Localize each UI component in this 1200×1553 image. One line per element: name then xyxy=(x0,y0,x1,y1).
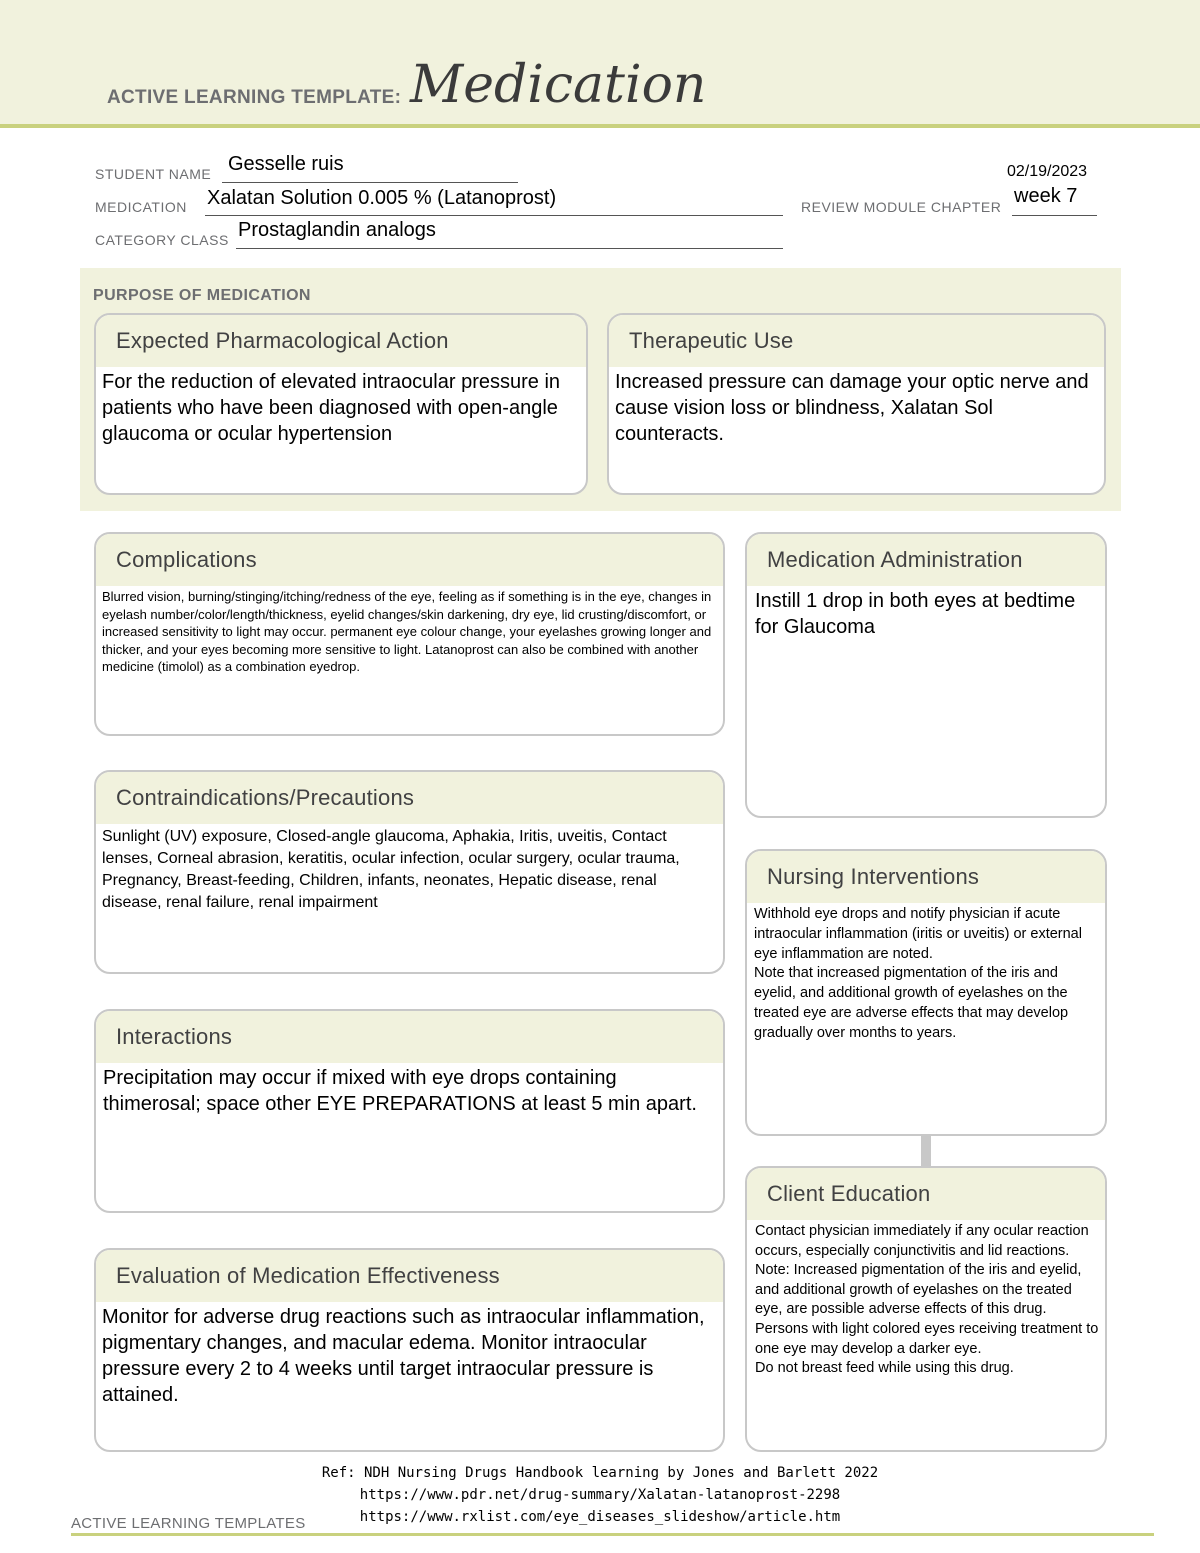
therapeutic-use-text: Increased pressure can damage your optic nerve and cause vision loss or blindness, Xalatan Sol counteracts. xyxy=(615,371,1089,445)
review-module-underline xyxy=(1012,215,1097,216)
interactions-text: Precipitation may occur if mixed with eye drops containing thimerosal; space other EYE PREPARATIONS at least 5 min apart. xyxy=(103,1067,697,1115)
category-class-underline xyxy=(236,248,783,249)
nursing-interventions-heading: Nursing Interventions xyxy=(747,851,1105,903)
expected-action-box xyxy=(94,313,588,495)
evaluation-text: Monitor for adverse drug reactions such as intraocular inflammation, pigmentary changes, and macular edema. Monitor intraocular pressure every 2 to 4 weeks until target intraocular pressure is attained. xyxy=(102,1306,705,1406)
student-name-value: Gesselle ruis xyxy=(228,153,344,175)
review-module-label: REVIEW MODULE CHAPTER xyxy=(801,199,1002,215)
student-name-label: STUDENT NAME xyxy=(95,166,212,182)
references xyxy=(300,1462,900,1528)
nursing-interventions-text: Withhold eye drops and notify physician if acute intraocular inflammation (iritis or uveitis) or external eye inflammation are noted. Note that increased pigmentation of the iris and eyelid, and additional growth of eyelashes on the treated eye are adverse effects that may develop gradually over months to years. xyxy=(754,906,1082,1041)
client-education-text: Contact physician immediately if any ocular reaction occurs, especially conjunctivitis and lid reactions. Note: Increased pigmentation of the iris and eyelid, and additional growth of eyelashes on the treated eye, are possible adverse effects of this drug. Persons with light colored eyes receiving treatment to one eye may develop a darker eye. Do not breast feed while using this drug. xyxy=(755,1223,1099,1377)
contraindications-box xyxy=(94,770,725,974)
reference-url[interactable]: https://www.pdr.net/drug-summary/Xalatan-latanoprost-2298 xyxy=(359,1487,841,1503)
interactions-box xyxy=(94,1009,725,1213)
reference-url[interactable]: https://www.rxlist.com/eye_diseases_slideshow/article.htm xyxy=(359,1509,841,1525)
client-education-box xyxy=(745,1166,1107,1452)
student-name-underline xyxy=(222,182,518,183)
template-label: ACTIVE LEARNING TEMPLATE: xyxy=(107,87,402,108)
evaluation-box xyxy=(94,1248,725,1452)
reference-line: Ref: NDH Nursing Drugs Handbook learning by Jones and Barlett 2022 xyxy=(321,1465,879,1481)
header-rule xyxy=(0,124,1200,128)
medication-value: Xalatan Solution 0.005 % (Latanoprost) xyxy=(207,187,557,209)
evaluation-heading: Evaluation of Medication Effectiveness xyxy=(96,1250,723,1302)
interactions-heading: Interactions xyxy=(96,1011,723,1063)
administration-box xyxy=(745,532,1107,818)
therapeutic-use-box xyxy=(607,313,1106,495)
category-class-label: CATEGORY CLASS xyxy=(95,232,229,248)
contraindications-text: Sunlight (UV) exposure, Closed-angle glaucoma, Aphakia, Iritis, uveitis, Contact lenses, Corneal abrasion, keratitis, ocular infection, ocular surgery, ocular trauma, Pregnancy, Breast-feeding, Children, infants, neonates, Hepatic disease, renal disease, renal failure, renal impairment xyxy=(102,828,680,911)
expected-action-heading: Expected Pharmacological Action xyxy=(96,315,586,367)
footer-rule xyxy=(71,1533,1154,1536)
page-title: Medication xyxy=(410,55,707,115)
purpose-label: PURPOSE OF MEDICATION xyxy=(93,287,311,304)
administration-heading: Medication Administration xyxy=(747,534,1105,586)
footer-label: ACTIVE LEARNING TEMPLATES xyxy=(71,1515,306,1532)
review-module-value: week 7 xyxy=(1014,185,1078,207)
nursing-interventions-box xyxy=(745,849,1107,1136)
client-education-heading: Client Education xyxy=(747,1168,1105,1220)
contraindications-heading: Contraindications/Precautions xyxy=(96,772,723,824)
medication-underline xyxy=(205,215,783,216)
therapeutic-use-heading: Therapeutic Use xyxy=(609,315,1104,367)
complications-text: Blurred vision, burning/stinging/itching/redness of the eye, feeling as if something is in the eye, changes in eyelash number/color/length/thickness, eyelid changes/skin darkening, dry eye, lid crusting/discomfort, or increased sensitivity to light may occur. permanent eye colour change, your eyelashes growing longer and thicker, and your eyes becoming more sensitive to light. Latanoprost can also be combined with another medicine (timolol) as a combination eyedrop. xyxy=(102,589,712,674)
box-connector xyxy=(921,1134,931,1166)
complications-box xyxy=(94,532,725,736)
expected-action-text: For the reduction of elevated intraocular pressure in patients who have been diagnosed with open-angle glaucoma or ocular hypertension xyxy=(102,371,561,445)
date-value: 02/19/2023 xyxy=(1007,163,1088,180)
medication-label: MEDICATION xyxy=(95,199,187,215)
category-class-value: Prostaglandin analogs xyxy=(238,219,436,241)
administration-text: Instill 1 drop in both eyes at bedtime for Glaucoma xyxy=(755,590,1076,638)
complications-heading: Complications xyxy=(96,534,723,586)
